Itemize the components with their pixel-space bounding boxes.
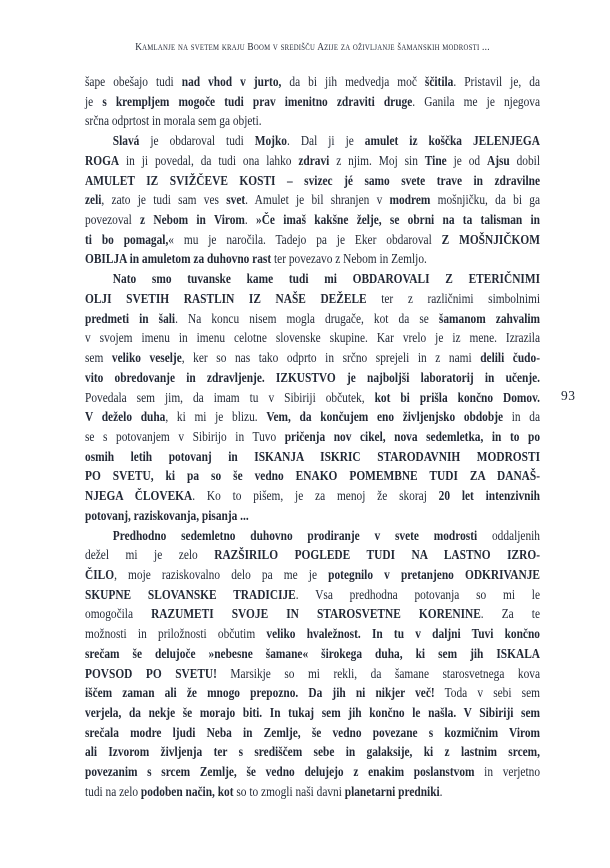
- text-line: [85, 111, 540, 131]
- text-run: in ji povedal, da tudi ona lahko: [119, 152, 299, 168]
- text-run: , ker so nas tako odprto in srčno sprejeli in z nami: [181, 350, 481, 366]
- text-line: [85, 585, 540, 605]
- text-run: Povedala sem jim, da imam tu v Sibiriji občutek,: [85, 389, 375, 405]
- text-run: oddaljenih: [477, 527, 541, 543]
- bold-text-run: OLJI SVETIH RASTLIN IZ NAŠE DEŽELE: [85, 290, 367, 306]
- text-run: možnosti in priložnosti občutim: [85, 626, 267, 642]
- text-line: [85, 545, 540, 565]
- text-run: je od: [446, 152, 487, 168]
- text-line: [85, 230, 540, 250]
- text-run: srčna odprtost in morala sem ga objeti.: [85, 113, 262, 129]
- text-run: dobil: [509, 152, 541, 168]
- bold-text-run: s krempljem mogoče tudi prav imenitno zdraviti druge: [102, 93, 413, 109]
- text-line: [85, 309, 540, 329]
- page-body: [85, 72, 540, 802]
- text-run: . Dal ji je: [286, 133, 365, 149]
- text-line: [85, 742, 540, 762]
- text-run: « mu je naročila. Tadejo pa je Eker obdaroval: [168, 231, 442, 247]
- bold-text-run: osmih letih potovanj in ISKANJA ISKRIC STARODAVNIH MODROSTI: [85, 448, 541, 464]
- text-line: [85, 131, 540, 151]
- bold-text-run: svet: [226, 192, 246, 208]
- bold-text-run: zdravi: [298, 152, 330, 168]
- text-run: Toda v sebi sem: [434, 685, 541, 701]
- bold-text-run: delili čudo-: [480, 350, 540, 366]
- bold-text-run: veliko hvaležnost. In tu v daljni Tuvi končno: [266, 626, 541, 642]
- bold-text-run: NJEGA ČLOVEKA: [85, 488, 193, 504]
- text-line: [85, 664, 540, 684]
- text-line: [85, 486, 540, 506]
- bold-text-run: zeli: [85, 192, 102, 208]
- page-number: 93: [561, 388, 576, 403]
- bold-text-run: ščitila: [424, 74, 454, 89]
- text-run: z njim. Moj sin: [329, 152, 425, 168]
- text-line: [85, 624, 540, 644]
- text-run: da bi jih medvedja moč: [281, 74, 425, 89]
- bold-text-run: potegnilo v pretanjeno ODKRIVANJE: [328, 566, 540, 582]
- text-line: [85, 269, 540, 289]
- text-line: [85, 92, 540, 112]
- bold-text-run: potovanj, raziskovanja, pisanja ...: [85, 507, 249, 523]
- text-line: [85, 644, 540, 664]
- bold-text-run: Slavá: [112, 133, 140, 149]
- bold-text-run: OBILJA in amuletom za duhovno rast: [85, 251, 272, 267]
- text-line: [85, 762, 540, 782]
- bold-text-run: AMULET IZ SVIŽČEVE KOSTI – svizec jé samo svete trave in zdravilne: [85, 172, 541, 188]
- text-run: ter povezavo z Nebom in Zemljo.: [271, 251, 427, 267]
- text-line: [85, 703, 540, 723]
- text-run: . Vsa predhodna potovanja so mi le: [295, 586, 541, 602]
- bold-text-run: podoben način, kot: [140, 783, 234, 799]
- text-line: [85, 348, 540, 368]
- bold-text-run: šamanom zahvalim: [438, 310, 541, 326]
- bold-text-run: ti bo pomagal,: [85, 231, 169, 247]
- text-run: Marsikje so mi rekli, da šamane starosvetnega kova: [216, 665, 541, 681]
- text-line: [85, 447, 540, 467]
- text-run: .: [439, 783, 443, 799]
- bold-text-run: kot bi prišla končno Domov.: [374, 389, 540, 405]
- text-line: [85, 565, 540, 585]
- bold-text-run: Ajsu: [486, 152, 510, 168]
- text-run: , zato je tudi sam ves: [101, 192, 227, 208]
- text-line: [85, 683, 540, 703]
- bold-text-run: ROGA: [85, 152, 120, 168]
- text-run: je: [85, 93, 103, 109]
- bold-text-run: PO SVETU, ki pa so še vedno ENAKO POMEMBNE TUDI ZA DANAŠ-: [85, 468, 541, 484]
- text-run: v svojem imenu in imenu celotne slovenske skupine. Kar vrelo je iz mene. Izrazila: [85, 330, 541, 346]
- bold-text-run: povezanim s srcem Zemlje, še vedno delujejo z enakim poslanstvom: [85, 764, 475, 780]
- bold-text-run: nad vhod v jurto,: [181, 74, 282, 89]
- text-run: omogočila: [85, 606, 152, 622]
- text-run: so to zmogli naši davni: [233, 783, 345, 799]
- bold-text-run: Nato smo tuvanske kame tudi mi OBDAROVALI Z ETERIČNIMI: [112, 271, 541, 287]
- text-line: [85, 427, 540, 447]
- text-line: [85, 526, 540, 546]
- text-run: . Ko to pišem, je za menoj že skoraj: [192, 488, 439, 504]
- text-line: [85, 190, 540, 210]
- text-run: in verjetno: [474, 764, 541, 780]
- text-line: [85, 368, 540, 388]
- bold-text-run: Predhodno sedemletno duhovno prodiranje v svete modrosti: [112, 527, 478, 543]
- text-run: .: [244, 212, 257, 228]
- bold-text-run: Tine: [424, 152, 447, 168]
- text-run: . Ganila me je njegova: [412, 93, 541, 109]
- bold-text-run: RAZUMETI SVOJE IN STAROSVETNE KORENINE: [151, 606, 481, 622]
- bold-text-run: POVSOD PO SVETU!: [85, 665, 217, 681]
- bold-text-run: planetarni predniki: [344, 783, 440, 799]
- bold-text-run: srečam še delujoče »nebesne šamane« širokega duha, ki sem jih ISKALA: [85, 645, 541, 661]
- bold-text-run: veliko veselje: [111, 350, 182, 366]
- text-line: [85, 289, 540, 309]
- text-line: [85, 328, 540, 348]
- bold-text-run: V deželo duha: [85, 409, 166, 425]
- text-run: . Na koncu nisem mogla drugače, kot da se: [175, 310, 439, 326]
- bold-text-run: Z MOŠNJIČKOM: [441, 231, 540, 247]
- text-line: [85, 210, 540, 230]
- bold-text-run: pričenja nov cikel, nova sedemletka, in to po: [284, 428, 541, 444]
- bold-text-run: modrem: [389, 192, 431, 208]
- text-line: [85, 604, 540, 624]
- bold-text-run: amulet iz koščka JELENJEGA: [364, 133, 541, 149]
- bold-text-run: Mojko: [254, 133, 287, 149]
- text-run: , moje raziskovalno delo pa me je: [114, 566, 329, 582]
- text-line: [85, 72, 540, 92]
- text-run: sem: [85, 350, 112, 366]
- text-run: . Amulet je bil shranjen v: [245, 192, 390, 208]
- bold-text-run: ali Izvorom življenja ter s središčem sebe in galaksije, ki z lastnim srcem,: [85, 744, 541, 760]
- bold-text-run: vito obredovanje in zdravljenje. IZKUSTVO je najboljši laboratorij in učenje.: [85, 369, 541, 385]
- text-run: ter z različnimi simbolnimi: [366, 290, 541, 306]
- bold-text-run: verjela, da nekje še morajo biti. In tukaj sem jih končno le našla. V Sibiriji sem: [85, 705, 541, 720]
- text-run: je obdaroval tudi: [139, 133, 255, 149]
- bold-text-run: predmeti in šali: [85, 310, 176, 326]
- text-line: [85, 723, 540, 743]
- text-line: [85, 171, 540, 191]
- text-line: [85, 506, 540, 526]
- text-line: [85, 782, 540, 802]
- text-run: dežel mi je zelo: [85, 547, 215, 563]
- text-run: šape obešajo tudi: [85, 74, 182, 89]
- bold-text-run: SKUPNE SLOVANSKE TRADICIJE: [85, 586, 296, 602]
- text-run: . Za te: [480, 606, 541, 622]
- text-run: tudi na zelo: [85, 783, 141, 799]
- bold-text-run: srečala modre ljudi Neba in Zemlje, še vedno povezane s kozmičnim Virom: [85, 724, 541, 740]
- text-line: [85, 249, 540, 269]
- bold-text-run: iščem zaman ali že mnogo prepozno. Da jih ni nikjer več!: [85, 685, 435, 701]
- text-run: se s potovanjem v Sibirijo in Tuvo: [85, 428, 285, 444]
- bold-text-run: z Nebom in Virom: [140, 212, 245, 228]
- text-line: [85, 466, 540, 486]
- text-run: mošnjičku, da bi ga: [430, 192, 541, 208]
- bold-text-run: »Če imaš kakšne želje, se obrni na ta talisman in: [256, 212, 541, 228]
- text-line: [85, 388, 540, 408]
- text-run: in da: [503, 409, 541, 425]
- text-run: , ki mi je blizu.: [165, 409, 267, 425]
- text-line: [85, 407, 540, 427]
- running-header: Kamlanje na svetem kraju Boom v središču Azije za oživljanje šamanskih modrosti ...: [135, 41, 490, 53]
- bold-text-run: 20 let intenzivnih: [438, 488, 541, 504]
- text-line: [85, 151, 540, 171]
- bold-text-run: RAZŠIRILO POGLEDE TUDI NA LASTNO IZRO-: [214, 547, 541, 563]
- text-run: povezoval: [85, 212, 141, 228]
- text-run: . Pristavil je, da: [453, 74, 541, 89]
- bold-text-run: Vem, da končujem eno življenjsko obdobje: [266, 409, 504, 425]
- bold-text-run: ČILO: [85, 566, 115, 582]
